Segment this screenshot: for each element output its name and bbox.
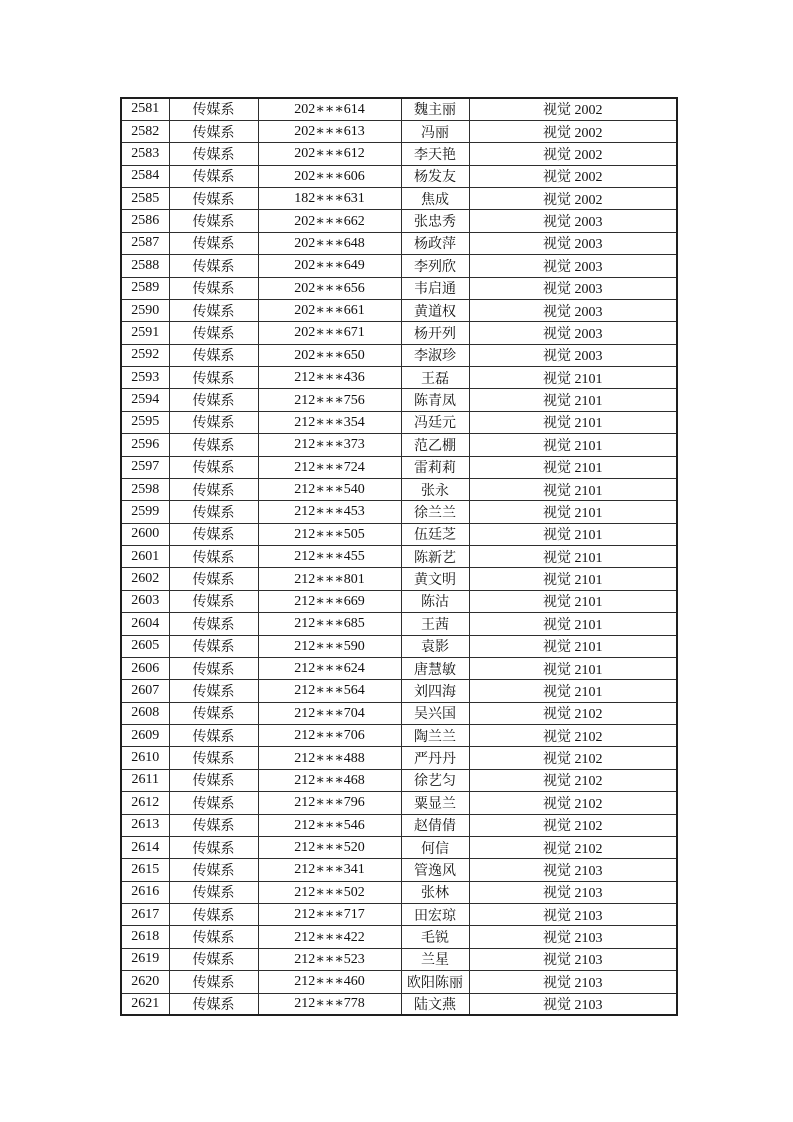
- table-cell-index: 2600: [121, 523, 169, 545]
- table-cell-department: 传媒系: [169, 188, 258, 210]
- table-cell-class: 视觉 2102: [469, 747, 677, 769]
- table-cell-name: 何信: [401, 836, 469, 858]
- table-cell-class: 视觉 2101: [469, 456, 677, 478]
- table-row: [121, 546, 677, 568]
- table-cell-department: 传媒系: [169, 322, 258, 344]
- table-cell-class: 视觉 2003: [469, 299, 677, 321]
- table-cell-class: 视觉 2101: [469, 411, 677, 433]
- table-cell-name: 王茜: [401, 613, 469, 635]
- table-cell-class: 视觉 2102: [469, 769, 677, 791]
- table-cell-student_id: 202∗∗∗656: [258, 277, 401, 299]
- table-cell-department: 传媒系: [169, 769, 258, 791]
- table-cell-class: 视觉 2003: [469, 232, 677, 254]
- table-cell-name: 焦成: [401, 188, 469, 210]
- table-cell-class: 视觉 2003: [469, 344, 677, 366]
- table-cell-department: 传媒系: [169, 478, 258, 500]
- table-row: [121, 255, 677, 277]
- table-cell-class: 视觉 2103: [469, 926, 677, 948]
- table-cell-department: 传媒系: [169, 859, 258, 881]
- table-cell-index: 2581: [121, 98, 169, 120]
- table-cell-department: 传媒系: [169, 501, 258, 523]
- table-cell-class: 视觉 2103: [469, 904, 677, 926]
- table-cell-name: 杨政萍: [401, 232, 469, 254]
- table-cell-name: 黄道权: [401, 299, 469, 321]
- table-cell-name: 雷莉莉: [401, 456, 469, 478]
- table-row: [121, 635, 677, 657]
- table-cell-name: 赵倩倩: [401, 814, 469, 836]
- table-cell-name: 韦启通: [401, 277, 469, 299]
- table-row: [121, 613, 677, 635]
- table-cell-class: 视觉 2103: [469, 948, 677, 970]
- table-cell-name: 魏主丽: [401, 98, 469, 120]
- table-cell-index: 2605: [121, 635, 169, 657]
- table-cell-department: 传媒系: [169, 568, 258, 590]
- table-row: [121, 389, 677, 411]
- table-cell-name: 粟显兰: [401, 792, 469, 814]
- table-cell-class: 视觉 2103: [469, 859, 677, 881]
- table-cell-student_id: 212∗∗∗546: [258, 814, 401, 836]
- table-row: [121, 904, 677, 926]
- table-cell-index: 2603: [121, 590, 169, 612]
- table-row: [121, 769, 677, 791]
- table-cell-index: 2586: [121, 210, 169, 232]
- table-cell-class: 视觉 2102: [469, 702, 677, 724]
- table-cell-student_id: 202∗∗∗606: [258, 165, 401, 187]
- table-cell-index: 2620: [121, 971, 169, 993]
- table-cell-class: 视觉 2101: [469, 478, 677, 500]
- table-cell-class: 视觉 2102: [469, 814, 677, 836]
- table-cell-student_id: 212∗∗∗488: [258, 747, 401, 769]
- table-row: [121, 747, 677, 769]
- table-cell-name: 李天艳: [401, 143, 469, 165]
- table-cell-student_id: 212∗∗∗502: [258, 881, 401, 903]
- table-cell-student_id: 212∗∗∗540: [258, 478, 401, 500]
- table-row: [121, 971, 677, 993]
- table-cell-index: 2587: [121, 232, 169, 254]
- table-cell-student_id: 202∗∗∗649: [258, 255, 401, 277]
- table-cell-student_id: 202∗∗∗613: [258, 120, 401, 142]
- table-row: [121, 926, 677, 948]
- table-row: [121, 657, 677, 679]
- table-cell-student_id: 212∗∗∗801: [258, 568, 401, 590]
- table-cell-class: 视觉 2101: [469, 389, 677, 411]
- table-row: [121, 98, 677, 120]
- table-cell-department: 传媒系: [169, 299, 258, 321]
- table-row: [121, 210, 677, 232]
- table-row: [121, 232, 677, 254]
- table-cell-name: 张永: [401, 478, 469, 500]
- table-cell-department: 传媒系: [169, 523, 258, 545]
- table-cell-student_id: 212∗∗∗523: [258, 948, 401, 970]
- table-cell-student_id: 202∗∗∗650: [258, 344, 401, 366]
- table-cell-student_id: 212∗∗∗436: [258, 367, 401, 389]
- table-cell-department: 传媒系: [169, 120, 258, 142]
- table-cell-name: 徐兰兰: [401, 501, 469, 523]
- table-cell-index: 2617: [121, 904, 169, 926]
- table-cell-name: 吴兴国: [401, 702, 469, 724]
- table-cell-department: 传媒系: [169, 725, 258, 747]
- table-cell-student_id: 212∗∗∗468: [258, 769, 401, 791]
- table-cell-department: 传媒系: [169, 971, 258, 993]
- table-cell-name: 毛锐: [401, 926, 469, 948]
- table-cell-index: 2584: [121, 165, 169, 187]
- table-cell-index: 2589: [121, 277, 169, 299]
- table-cell-department: 传媒系: [169, 747, 258, 769]
- table-row: [121, 277, 677, 299]
- table-cell-index: 2585: [121, 188, 169, 210]
- table-cell-class: 视觉 2003: [469, 210, 677, 232]
- table-cell-name: 陈新艺: [401, 546, 469, 568]
- table-row: [121, 434, 677, 456]
- table-row: [121, 702, 677, 724]
- table-row: [121, 188, 677, 210]
- table-cell-name: 陈沽: [401, 590, 469, 612]
- table-cell-student_id: 212∗∗∗460: [258, 971, 401, 993]
- table-cell-name: 杨开列: [401, 322, 469, 344]
- table-cell-name: 冯丽: [401, 120, 469, 142]
- table-cell-name: 张忠秀: [401, 210, 469, 232]
- table-cell-class: 视觉 2101: [469, 613, 677, 635]
- table-cell-index: 2602: [121, 568, 169, 590]
- table-cell-department: 传媒系: [169, 635, 258, 657]
- table-cell-department: 传媒系: [169, 590, 258, 612]
- table-cell-name: 刘四海: [401, 680, 469, 702]
- roster-table-body: [121, 98, 677, 1015]
- table-cell-name: 王磊: [401, 367, 469, 389]
- table-cell-index: 2601: [121, 546, 169, 568]
- table-cell-student_id: 182∗∗∗631: [258, 188, 401, 210]
- table-cell-student_id: 212∗∗∗564: [258, 680, 401, 702]
- table-cell-index: 2607: [121, 680, 169, 702]
- table-cell-index: 2591: [121, 322, 169, 344]
- table-cell-index: 2588: [121, 255, 169, 277]
- table-cell-class: 视觉 2003: [469, 255, 677, 277]
- table-cell-index: 2604: [121, 613, 169, 635]
- table-cell-student_id: 202∗∗∗662: [258, 210, 401, 232]
- table-row: [121, 143, 677, 165]
- table-cell-student_id: 212∗∗∗685: [258, 613, 401, 635]
- table-row: [121, 792, 677, 814]
- table-cell-student_id: 202∗∗∗661: [258, 299, 401, 321]
- table-cell-class: 视觉 2101: [469, 680, 677, 702]
- table-cell-student_id: 212∗∗∗590: [258, 635, 401, 657]
- table-row: [121, 411, 677, 433]
- table-cell-class: 视觉 2002: [469, 165, 677, 187]
- table-cell-index: 2611: [121, 769, 169, 791]
- table-cell-index: 2583: [121, 143, 169, 165]
- table-cell-department: 传媒系: [169, 948, 258, 970]
- table-cell-index: 2608: [121, 702, 169, 724]
- table-cell-name: 陆文燕: [401, 993, 469, 1015]
- table-row: [121, 456, 677, 478]
- table-cell-department: 传媒系: [169, 344, 258, 366]
- table-row: [121, 836, 677, 858]
- table-row: [121, 367, 677, 389]
- table-cell-class: 视觉 2102: [469, 792, 677, 814]
- table-cell-index: 2590: [121, 299, 169, 321]
- table-cell-index: 2613: [121, 814, 169, 836]
- table-cell-department: 传媒系: [169, 792, 258, 814]
- table-cell-department: 传媒系: [169, 411, 258, 433]
- table-cell-student_id: 212∗∗∗505: [258, 523, 401, 545]
- table-cell-department: 传媒系: [169, 546, 258, 568]
- table-cell-index: 2614: [121, 836, 169, 858]
- table-cell-student_id: 212∗∗∗724: [258, 456, 401, 478]
- table-cell-index: 2599: [121, 501, 169, 523]
- table-cell-index: 2612: [121, 792, 169, 814]
- table-cell-class: 视觉 2101: [469, 501, 677, 523]
- table-cell-student_id: 212∗∗∗455: [258, 546, 401, 568]
- table-cell-student_id: 212∗∗∗778: [258, 993, 401, 1015]
- table-cell-index: 2582: [121, 120, 169, 142]
- table-row: [121, 590, 677, 612]
- table-row: [121, 165, 677, 187]
- table-cell-student_id: 212∗∗∗756: [258, 389, 401, 411]
- table-row: [121, 344, 677, 366]
- table-cell-name: 陶兰兰: [401, 725, 469, 747]
- table-cell-name: 黄文明: [401, 568, 469, 590]
- table-cell-name: 田宏琼: [401, 904, 469, 926]
- table-cell-name: 袁影: [401, 635, 469, 657]
- table-cell-department: 传媒系: [169, 456, 258, 478]
- table-cell-student_id: 212∗∗∗520: [258, 836, 401, 858]
- table-cell-department: 传媒系: [169, 680, 258, 702]
- table-row: [121, 993, 677, 1015]
- table-cell-name: 张林: [401, 881, 469, 903]
- table-cell-student_id: 212∗∗∗453: [258, 501, 401, 523]
- table-cell-student_id: 212∗∗∗717: [258, 904, 401, 926]
- table-cell-class: 视觉 2003: [469, 322, 677, 344]
- table-cell-class: 视觉 2101: [469, 546, 677, 568]
- table-cell-index: 2594: [121, 389, 169, 411]
- table-cell-class: 视觉 2102: [469, 725, 677, 747]
- table-cell-department: 传媒系: [169, 210, 258, 232]
- table-cell-name: 李列欣: [401, 255, 469, 277]
- table-cell-class: 视觉 2103: [469, 881, 677, 903]
- table-cell-department: 传媒系: [169, 613, 258, 635]
- table-cell-index: 2618: [121, 926, 169, 948]
- table-cell-name: 杨发友: [401, 165, 469, 187]
- table-cell-department: 传媒系: [169, 143, 258, 165]
- table-row: [121, 299, 677, 321]
- table-cell-class: 视觉 2103: [469, 971, 677, 993]
- table-cell-class: 视觉 2102: [469, 836, 677, 858]
- table-cell-department: 传媒系: [169, 881, 258, 903]
- table-cell-department: 传媒系: [169, 814, 258, 836]
- table-cell-student_id: 212∗∗∗373: [258, 434, 401, 456]
- table-cell-student_id: 212∗∗∗422: [258, 926, 401, 948]
- table-cell-student_id: 202∗∗∗612: [258, 143, 401, 165]
- table-cell-class: 视觉 2101: [469, 568, 677, 590]
- table-cell-name: 范乙棚: [401, 434, 469, 456]
- table-cell-name: 冯廷元: [401, 411, 469, 433]
- table-cell-index: 2593: [121, 367, 169, 389]
- table-cell-index: 2597: [121, 456, 169, 478]
- table-cell-name: 管逸风: [401, 859, 469, 881]
- table-cell-department: 传媒系: [169, 904, 258, 926]
- table-cell-index: 2595: [121, 411, 169, 433]
- table-cell-index: 2619: [121, 948, 169, 970]
- table-cell-class: 视觉 2101: [469, 523, 677, 545]
- table-cell-department: 传媒系: [169, 657, 258, 679]
- table-cell-department: 传媒系: [169, 98, 258, 120]
- table-cell-student_id: 212∗∗∗706: [258, 725, 401, 747]
- table-cell-student_id: 212∗∗∗624: [258, 657, 401, 679]
- table-cell-index: 2621: [121, 993, 169, 1015]
- table-cell-student_id: 202∗∗∗648: [258, 232, 401, 254]
- table-cell-student_id: 212∗∗∗704: [258, 702, 401, 724]
- table-cell-department: 传媒系: [169, 434, 258, 456]
- table-cell-department: 传媒系: [169, 702, 258, 724]
- table-row: [121, 120, 677, 142]
- table-row: [121, 881, 677, 903]
- table-row: [121, 680, 677, 702]
- table-cell-name: 伍廷芝: [401, 523, 469, 545]
- table-cell-class: 视觉 2101: [469, 635, 677, 657]
- table-row: [121, 568, 677, 590]
- table-row: [121, 523, 677, 545]
- table-row: [121, 859, 677, 881]
- table-cell-department: 传媒系: [169, 993, 258, 1015]
- table-row: [121, 478, 677, 500]
- table-cell-name: 严丹丹: [401, 747, 469, 769]
- table-row: [121, 322, 677, 344]
- table-cell-index: 2592: [121, 344, 169, 366]
- table-cell-index: 2606: [121, 657, 169, 679]
- table-cell-student_id: 212∗∗∗669: [258, 590, 401, 612]
- table-cell-name: 陈青凤: [401, 389, 469, 411]
- table-cell-name: 徐艺匀: [401, 769, 469, 791]
- table-cell-student_id: 202∗∗∗671: [258, 322, 401, 344]
- table-cell-index: 2609: [121, 725, 169, 747]
- table-row: [121, 725, 677, 747]
- table-cell-department: 传媒系: [169, 232, 258, 254]
- table-cell-class: 视觉 2101: [469, 367, 677, 389]
- table-row: [121, 501, 677, 523]
- table-cell-name: 唐慧敏: [401, 657, 469, 679]
- table-cell-department: 传媒系: [169, 367, 258, 389]
- table-row: [121, 814, 677, 836]
- table-cell-class: 视觉 2101: [469, 590, 677, 612]
- table-cell-class: 视觉 2002: [469, 98, 677, 120]
- table-cell-student_id: 212∗∗∗354: [258, 411, 401, 433]
- table-cell-department: 传媒系: [169, 277, 258, 299]
- table-cell-department: 传媒系: [169, 926, 258, 948]
- table-cell-student_id: 212∗∗∗796: [258, 792, 401, 814]
- table-cell-class: 视觉 2003: [469, 277, 677, 299]
- table-cell-index: 2615: [121, 859, 169, 881]
- student-roster-table: [120, 97, 678, 1016]
- table-cell-department: 传媒系: [169, 389, 258, 411]
- table-cell-class: 视觉 2101: [469, 657, 677, 679]
- table-row: [121, 948, 677, 970]
- table-cell-class: 视觉 2002: [469, 188, 677, 210]
- table-cell-name: 欧阳陈丽: [401, 971, 469, 993]
- table-cell-class: 视觉 2002: [469, 143, 677, 165]
- table-cell-student_id: 212∗∗∗341: [258, 859, 401, 881]
- table-cell-class: 视觉 2101: [469, 434, 677, 456]
- table-cell-index: 2598: [121, 478, 169, 500]
- table-cell-class: 视觉 2103: [469, 993, 677, 1015]
- table-cell-name: 兰星: [401, 948, 469, 970]
- table-cell-department: 传媒系: [169, 165, 258, 187]
- table-cell-index: 2616: [121, 881, 169, 903]
- table-cell-department: 传媒系: [169, 836, 258, 858]
- table-cell-name: 李淑珍: [401, 344, 469, 366]
- table-cell-department: 传媒系: [169, 255, 258, 277]
- table-cell-class: 视觉 2002: [469, 120, 677, 142]
- table-cell-index: 2596: [121, 434, 169, 456]
- table-cell-student_id: 202∗∗∗614: [258, 98, 401, 120]
- table-cell-index: 2610: [121, 747, 169, 769]
